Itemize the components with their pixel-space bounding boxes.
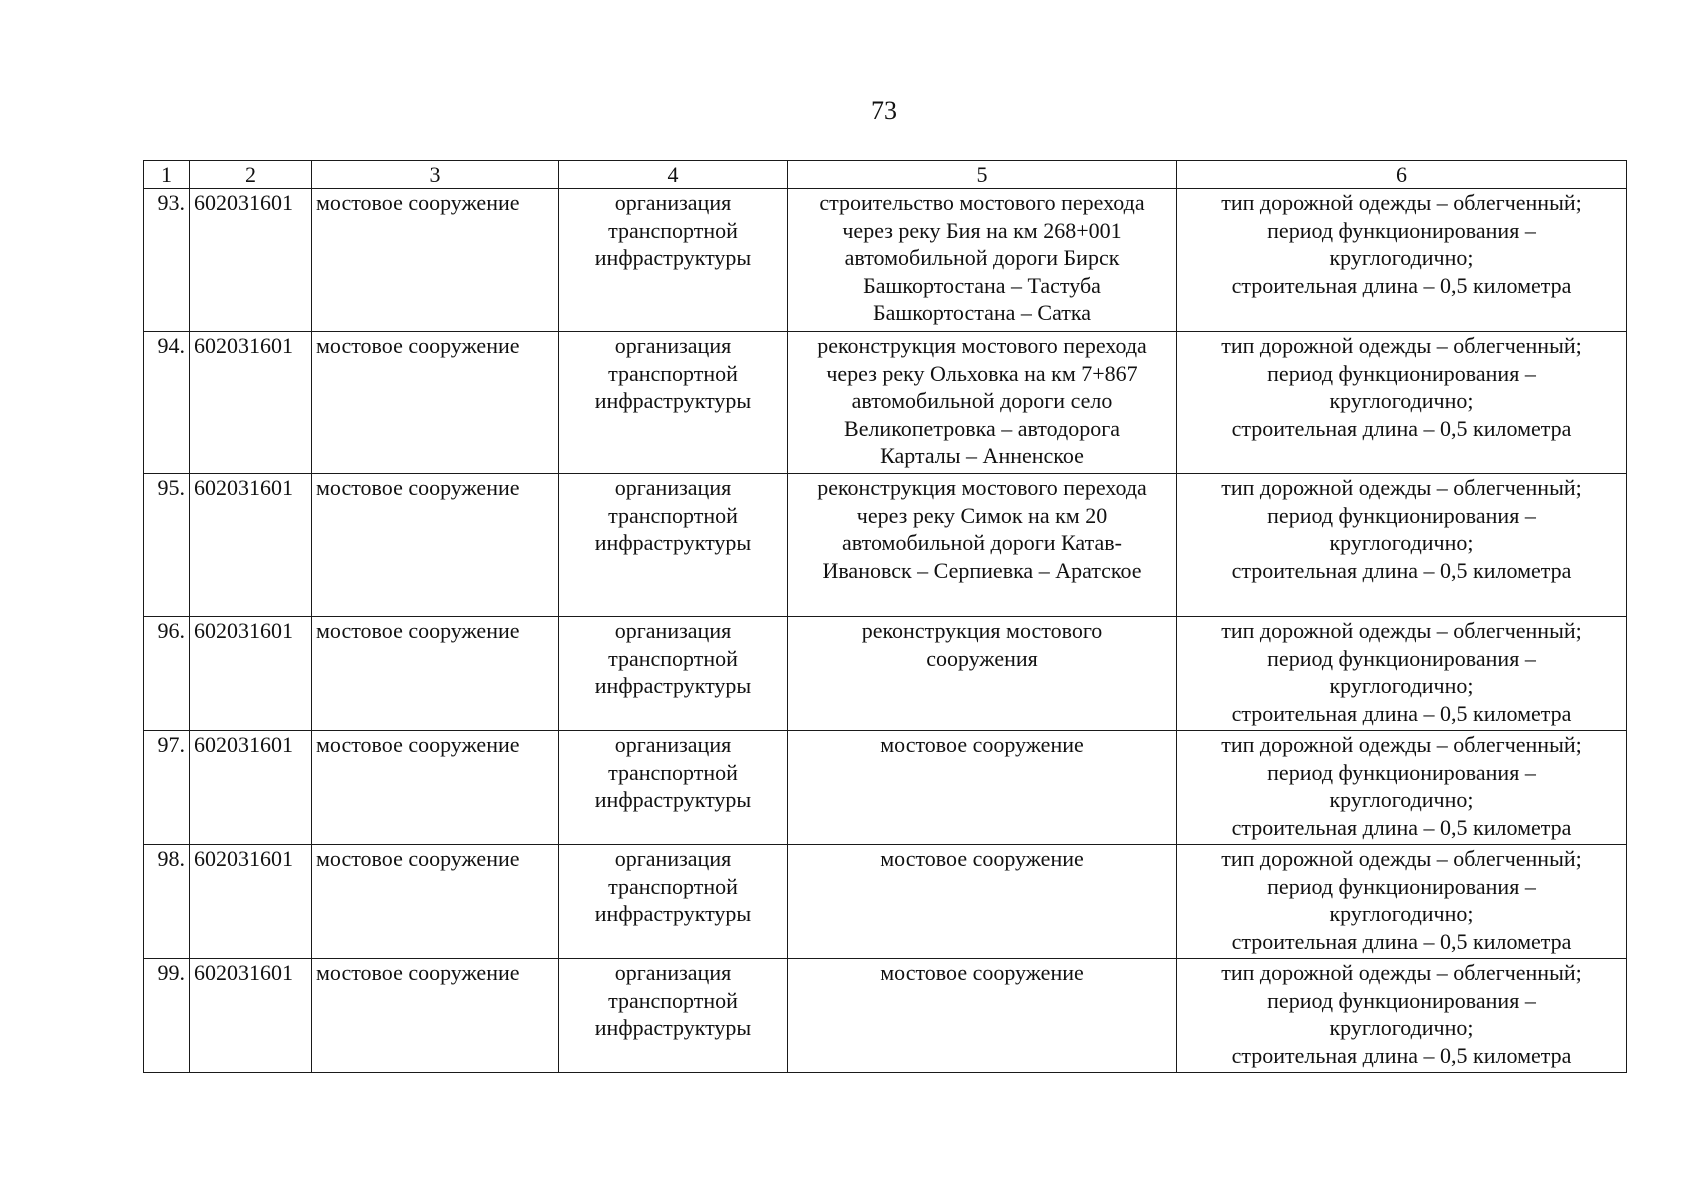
row-number-cell: 99. [144,959,190,1073]
object-params-text: тип дорожной одежды – облегченный; период функционирования – круглогодично; строительная длина – 0,5 километра [1221,333,1582,441]
object-purpose-text: организация транспортной инфраструктуры [594,333,752,413]
object-kind-cell: мостовое сооружение [312,617,559,731]
object-kind-cell: мостовое сооружение [312,959,559,1073]
object-params-text: тип дорожной одежды – облегченный; период функционирования – круглогодично; строительная длина – 0,5 километра [1221,732,1582,840]
object-purpose-cell [559,332,788,474]
object-code-cell: 602031601 [190,845,312,959]
object-purpose-cell [559,189,788,332]
object-params-cell [1177,474,1627,617]
column-header-1: 1 [144,161,190,189]
table-row [144,731,1627,845]
table-header-row [144,161,1627,189]
page-number: 73 [871,96,897,125]
object-description-text: реконструкция мостового перехода через реку Ольховка на км 7+867 автомобильной дороги село Великопетровка – автодорога Карталы – Анненское [817,333,1147,468]
object-params-cell [1177,731,1627,845]
object-kind-cell: мостовое сооружение [312,474,559,617]
object-purpose-text: организация транспортной инфраструктуры [594,732,752,812]
object-params-text: тип дорожной одежды – облегченный; период функционирования – круглогодично; строительная длина – 0,5 километра [1221,960,1582,1068]
object-params-cell [1177,617,1627,731]
object-description-cell [788,189,1177,332]
object-params-text: тип дорожной одежды – облегченный; период функционирования – круглогодично; строительная длина – 0,5 километра [1221,618,1582,726]
object-code-cell: 602031601 [190,332,312,474]
object-description-cell [788,845,1177,959]
object-code-cell: 602031601 [190,474,312,617]
object-purpose-cell [559,731,788,845]
object-description-cell [788,617,1177,731]
column-header-4: 4 [559,161,788,189]
column-header-3: 3 [312,161,559,189]
row-number-cell: 96. [144,617,190,731]
object-code-cell: 602031601 [190,959,312,1073]
column-header-2: 2 [190,161,312,189]
object-purpose-cell [559,474,788,617]
object-description-cell [788,731,1177,845]
table-row [144,189,1627,332]
object-code-cell: 602031601 [190,731,312,845]
object-code-cell: 602031601 [190,617,312,731]
object-purpose-text: организация транспортной инфраструктуры [594,846,752,926]
object-params-cell [1177,845,1627,959]
object-kind-cell: мостовое сооружение [312,731,559,845]
table-row [144,474,1627,617]
table-row [144,332,1627,474]
object-purpose-text: организация транспортной инфраструктуры [594,190,752,270]
object-purpose-text: организация транспортной инфраструктуры [594,618,752,698]
object-params-cell [1177,959,1627,1073]
object-kind-cell: мостовое сооружение [312,189,559,332]
object-description-text: реконструкция мостового сооружения [861,618,1103,671]
object-params-cell [1177,332,1627,474]
object-description-cell [788,332,1177,474]
object-purpose-text: организация транспортной инфраструктуры [594,475,752,555]
table-row [144,845,1627,959]
row-number-cell: 95. [144,474,190,617]
row-number-cell: 97. [144,731,190,845]
object-description-cell [788,959,1177,1073]
object-purpose-text: организация транспортной инфраструктуры [594,960,752,1040]
row-number-cell: 98. [144,845,190,959]
object-params-text: тип дорожной одежды – облегченный; период функционирования – круглогодично; строительная длина – 0,5 километра [1221,190,1582,298]
object-purpose-cell [559,845,788,959]
column-header-5: 5 [788,161,1177,189]
object-description-text: мостовое сооружение [880,732,1084,757]
objects-table [143,160,1627,1073]
object-purpose-cell [559,959,788,1073]
object-params-text: тип дорожной одежды – облегченный; период функционирования – круглогодично; строительная длина – 0,5 километра [1221,475,1582,583]
object-params-cell [1177,189,1627,332]
object-description-text: реконструкция мостового перехода через реку Симок на км 20 автомобильной дороги Катав- Ивановск – Серпиевка – Аратское [817,475,1147,583]
object-description-text: мостовое сооружение [880,960,1084,985]
object-kind-cell: мостовое сооружение [312,845,559,959]
object-description-text: мостовое сооружение [880,846,1084,871]
row-number-cell: 93. [144,189,190,332]
table-row [144,959,1627,1073]
table-row [144,617,1627,731]
object-code-cell: 602031601 [190,189,312,332]
object-description-text: строительство мостового перехода через реку Бия на км 268+001 автомобильной дороги Бирск Башкортостана – Тастуба Башкортостана – Сатка [819,190,1145,325]
column-header-6: 6 [1177,161,1627,189]
row-number-cell: 94. [144,332,190,474]
object-description-cell [788,474,1177,617]
object-purpose-cell [559,617,788,731]
object-kind-cell: мостовое сооружение [312,332,559,474]
object-params-text: тип дорожной одежды – облегченный; период функционирования – круглогодично; строительная длина – 0,5 километра [1221,846,1582,954]
